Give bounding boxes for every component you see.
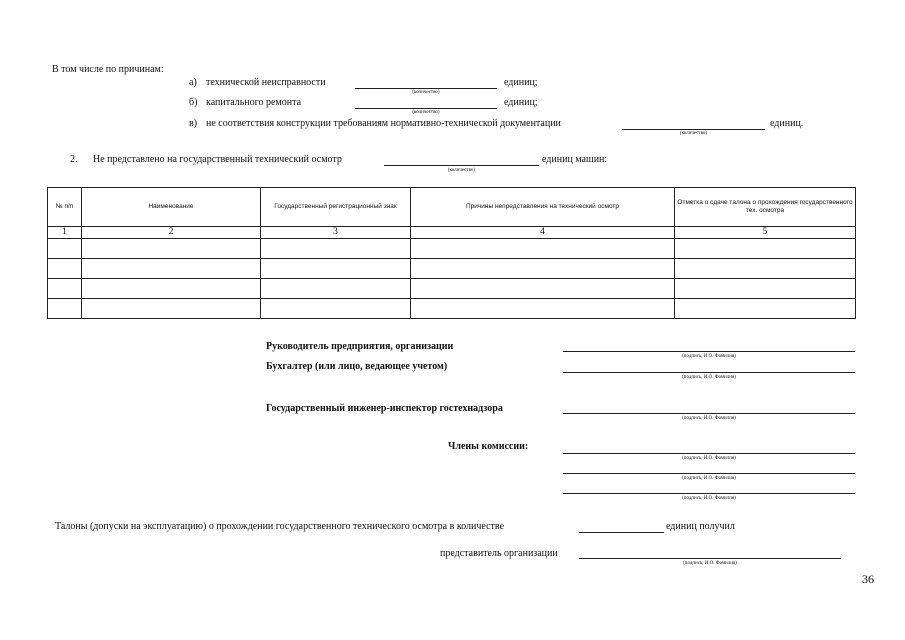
- table-cell[interactable]: [82, 279, 261, 299]
- reason-b-unit: единиц;: [504, 97, 538, 108]
- inspector-label: Государственный инженер-инспектор гостехнадзора: [266, 403, 503, 414]
- page-number: 36: [862, 572, 874, 586]
- reason-c-quantity-hint: (количество): [679, 131, 708, 136]
- table-row: [48, 299, 856, 319]
- table-cell[interactable]: [48, 239, 82, 259]
- representative-signature-line[interactable]: [579, 558, 841, 559]
- header-reasons: Причины непредставления на технический осмотр: [411, 188, 675, 227]
- table-cell[interactable]: [82, 259, 261, 279]
- table-cell[interactable]: [48, 299, 82, 319]
- reason-a-marker: а): [189, 77, 197, 88]
- column-number: 1: [48, 227, 82, 239]
- table-cell[interactable]: [675, 259, 856, 279]
- table-cell[interactable]: [411, 259, 675, 279]
- table-cell[interactable]: [261, 259, 411, 279]
- machines-table: [47, 187, 856, 319]
- inspector-signature-line[interactable]: [563, 413, 855, 414]
- reason-a-quantity-line[interactable]: [355, 88, 497, 89]
- table-cell[interactable]: [675, 279, 856, 299]
- table-cell[interactable]: [675, 299, 856, 319]
- table-cell[interactable]: [48, 279, 82, 299]
- table-header-row: [48, 188, 856, 227]
- commission-members-label: Члены комиссии:: [448, 441, 529, 452]
- table-cell[interactable]: [82, 239, 261, 259]
- section2-number: 2.: [70, 154, 78, 165]
- reason-c-quantity-line[interactable]: [622, 129, 765, 130]
- talons-text: Талоны (допуски на эксплуатацию) о прохождении государственного технического осмотра в количестве: [55, 521, 505, 532]
- head-signature-hint: (подпись, И.О. Фамилия): [682, 354, 736, 359]
- reason-b-label: капитального ремонта: [206, 97, 302, 108]
- table-cell[interactable]: [675, 239, 856, 259]
- table-cell[interactable]: [261, 299, 411, 319]
- accountant-label: Бухгалтер (или лицо, ведающее учетом): [266, 361, 448, 372]
- table-cell[interactable]: [411, 279, 675, 299]
- table-row: [48, 259, 856, 279]
- member-3-signature-line[interactable]: [563, 493, 855, 494]
- talons-quantity-line[interactable]: [579, 532, 664, 533]
- column-number: 3: [261, 227, 411, 239]
- member-2-signature-hint: (подпись, И.О. Фамилия): [682, 476, 736, 481]
- reason-b-marker: б): [189, 97, 198, 108]
- reason-c-label: не соответствия конструкции требованиям нормативно-технической документации: [206, 118, 561, 129]
- representative-label: представитель организации: [440, 548, 558, 559]
- header-name: Наименование: [82, 188, 261, 227]
- member-1-signature-hint: (подпись, И.О. Фамилия): [682, 456, 736, 461]
- member-2-signature-line[interactable]: [563, 473, 855, 474]
- column-number: 5: [675, 227, 856, 239]
- table-cell[interactable]: [82, 299, 261, 319]
- inspector-signature-hint: (подпись, И.О. Фамилия): [682, 416, 736, 421]
- reason-a-unit: единиц;: [504, 77, 538, 88]
- table-cell[interactable]: [411, 239, 675, 259]
- accountant-signature-line[interactable]: [563, 372, 855, 373]
- column-number: 2: [82, 227, 261, 239]
- section2-text: Не представлено на государственный технический осмотр: [93, 154, 342, 165]
- reason-c-unit: единиц.: [770, 118, 804, 129]
- representative-signature-hint: (подпись, И.О. Фамилия): [683, 561, 737, 566]
- table-row: [48, 239, 856, 259]
- member-3-signature-hint: (подпись, И.О. Фамилия): [682, 496, 736, 501]
- header-registration-plate: Государственный регистрационный знак: [261, 188, 411, 227]
- section2-quantity-line[interactable]: [384, 165, 539, 166]
- table-cell[interactable]: [261, 239, 411, 259]
- member-1-signature-line[interactable]: [563, 453, 855, 454]
- reason-a-label: технической неисправности: [206, 77, 326, 88]
- reason-c-marker: в): [189, 118, 198, 129]
- head-signature-line[interactable]: [563, 351, 855, 352]
- talons-unit: единиц получил: [666, 521, 735, 532]
- table-cell[interactable]: [261, 279, 411, 299]
- reasons-intro: В том числе по причинам:: [52, 64, 164, 75]
- header-talon-mark: Отметка о сдаче талона о прохождения государственного тех. осмотра: [675, 188, 856, 227]
- header-number: № п/п: [48, 188, 82, 227]
- table-cell[interactable]: [48, 259, 82, 279]
- reason-b-quantity-hint: (количество): [412, 110, 440, 115]
- column-number: 4: [411, 227, 675, 239]
- head-of-organization-label: Руководитель предприятия, организации: [266, 341, 454, 352]
- reason-a-quantity-hint: (количество): [412, 90, 440, 95]
- table-column-numbers: [48, 227, 856, 239]
- section2-unit: единиц машин:: [542, 154, 608, 165]
- section2-quantity-hint: (количество): [447, 168, 476, 173]
- reason-b-quantity-line[interactable]: [355, 108, 497, 109]
- table-row: [48, 279, 856, 299]
- table-cell[interactable]: [411, 299, 675, 319]
- accountant-signature-hint: (подпись, И.О. Фамилия): [682, 375, 736, 380]
